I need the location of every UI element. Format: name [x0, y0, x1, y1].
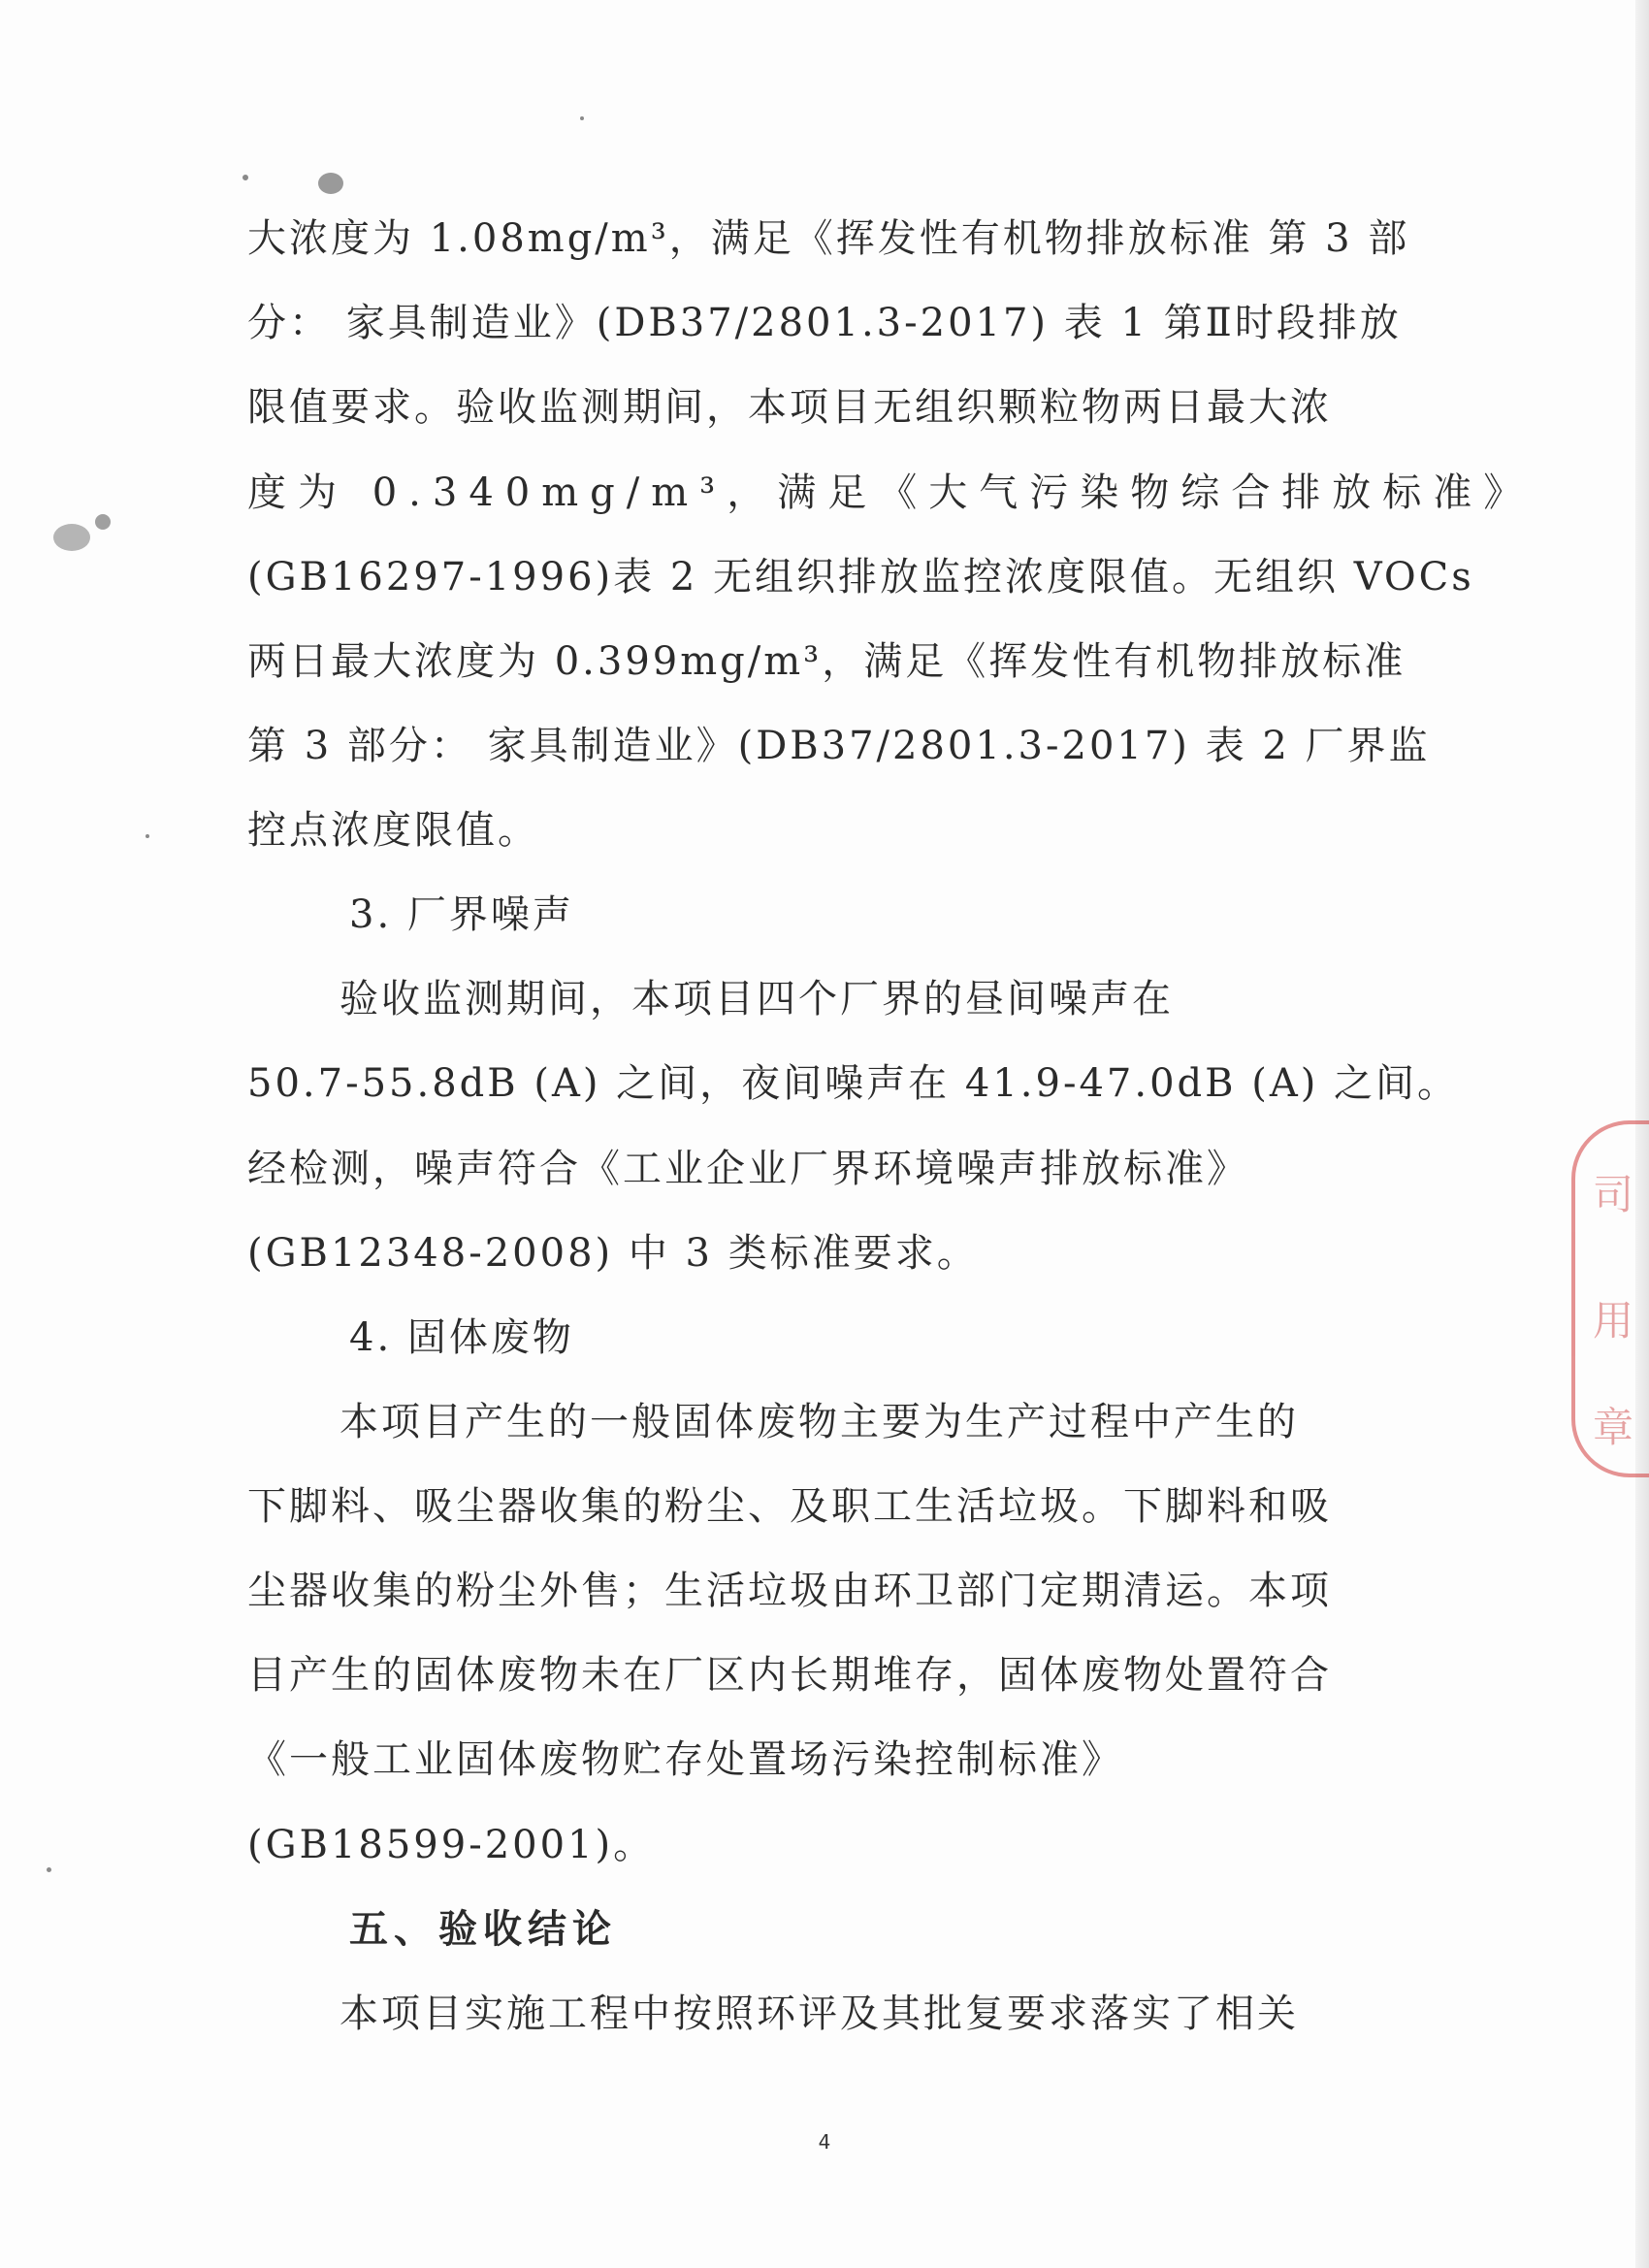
body-line-8: 控点浓度限值。 [247, 808, 539, 853]
body-line-6: 两日最大浓度为 0.399mg/m³，满足《挥发性有机物排放标准 [247, 639, 1406, 684]
body-line-7: 第 3 部分： 家具制造业》(DB37/2801.3-2017) 表 2 厂界监 [247, 724, 1431, 768]
section-4-line-2: 下脚料、吸尘器收集的粉尘、及职工生活垃圾。下脚料和吸 [247, 1484, 1332, 1529]
scan-speck [318, 173, 343, 194]
section-4-line-4: 目产生的固体废物未在厂区内长期堆存，固体废物处置符合 [247, 1653, 1332, 1698]
scan-speck [47, 1867, 51, 1872]
body-line-5: (GB16297-1996)表 2 无组织排放监控浓度限值。无组织 VOCs [247, 555, 1474, 599]
section-3-heading: 3. 厂界噪声 [349, 892, 574, 937]
section-4-line-6: (GB18599-2001)。 [247, 1823, 656, 1867]
section-4-heading: 4. 固体废物 [349, 1315, 574, 1360]
scan-speck [242, 175, 248, 180]
section-4-line-5: 《一般工业固体废物贮存处置场污染控制标准》 [247, 1737, 1123, 1782]
scan-speck [146, 834, 149, 838]
section-4-line-1: 本项目产生的一般固体废物主要为生产过程中产生的 [340, 1400, 1299, 1444]
red-seal-stamp: 司 用 章 [1571, 1120, 1649, 1477]
section-3-line-4: (GB12348-2008) 中 3 类标准要求。 [247, 1231, 979, 1276]
scan-speck [53, 524, 90, 551]
section-3-line-1: 验收监测期间，本项目四个厂界的昼间噪声在 [340, 977, 1174, 1021]
section-5-line-1: 本项目实施工程中按照环评及其批复要求落实了相关 [340, 1992, 1299, 2036]
page-number: 4 [818, 2130, 831, 2154]
body-line-2: 分： 家具制造业》(DB37/2801.3-2017) 表 1 第Ⅱ时段排放 [247, 301, 1402, 345]
scan-speck [95, 514, 111, 530]
section-4-line-3: 尘器收集的粉尘外售；生活垃圾由环卫部门定期清运。本项 [247, 1569, 1332, 1613]
section-3-line-3: 经检测，噪声符合《工业企业厂界环境噪声排放标准》 [247, 1147, 1248, 1191]
body-line-4: 度为 0.340mg/m³，满足《大气污染物综合排放标准》 [247, 470, 1535, 515]
section-5-heading: 五、验收结论 [349, 1906, 617, 1952]
scan-speck [580, 116, 584, 120]
body-line-1: 大浓度为 1.08mg/m³，满足《挥发性有机物排放标准 第 3 部 [247, 216, 1410, 261]
section-3-line-2: 50.7-55.8dB (A) 之间，夜间噪声在 41.9-47.0dB (A) 之间。 [247, 1061, 1460, 1106]
body-line-3: 限值要求。验收监测期间，本项目无组织颗粒物两日最大浓 [247, 385, 1332, 430]
